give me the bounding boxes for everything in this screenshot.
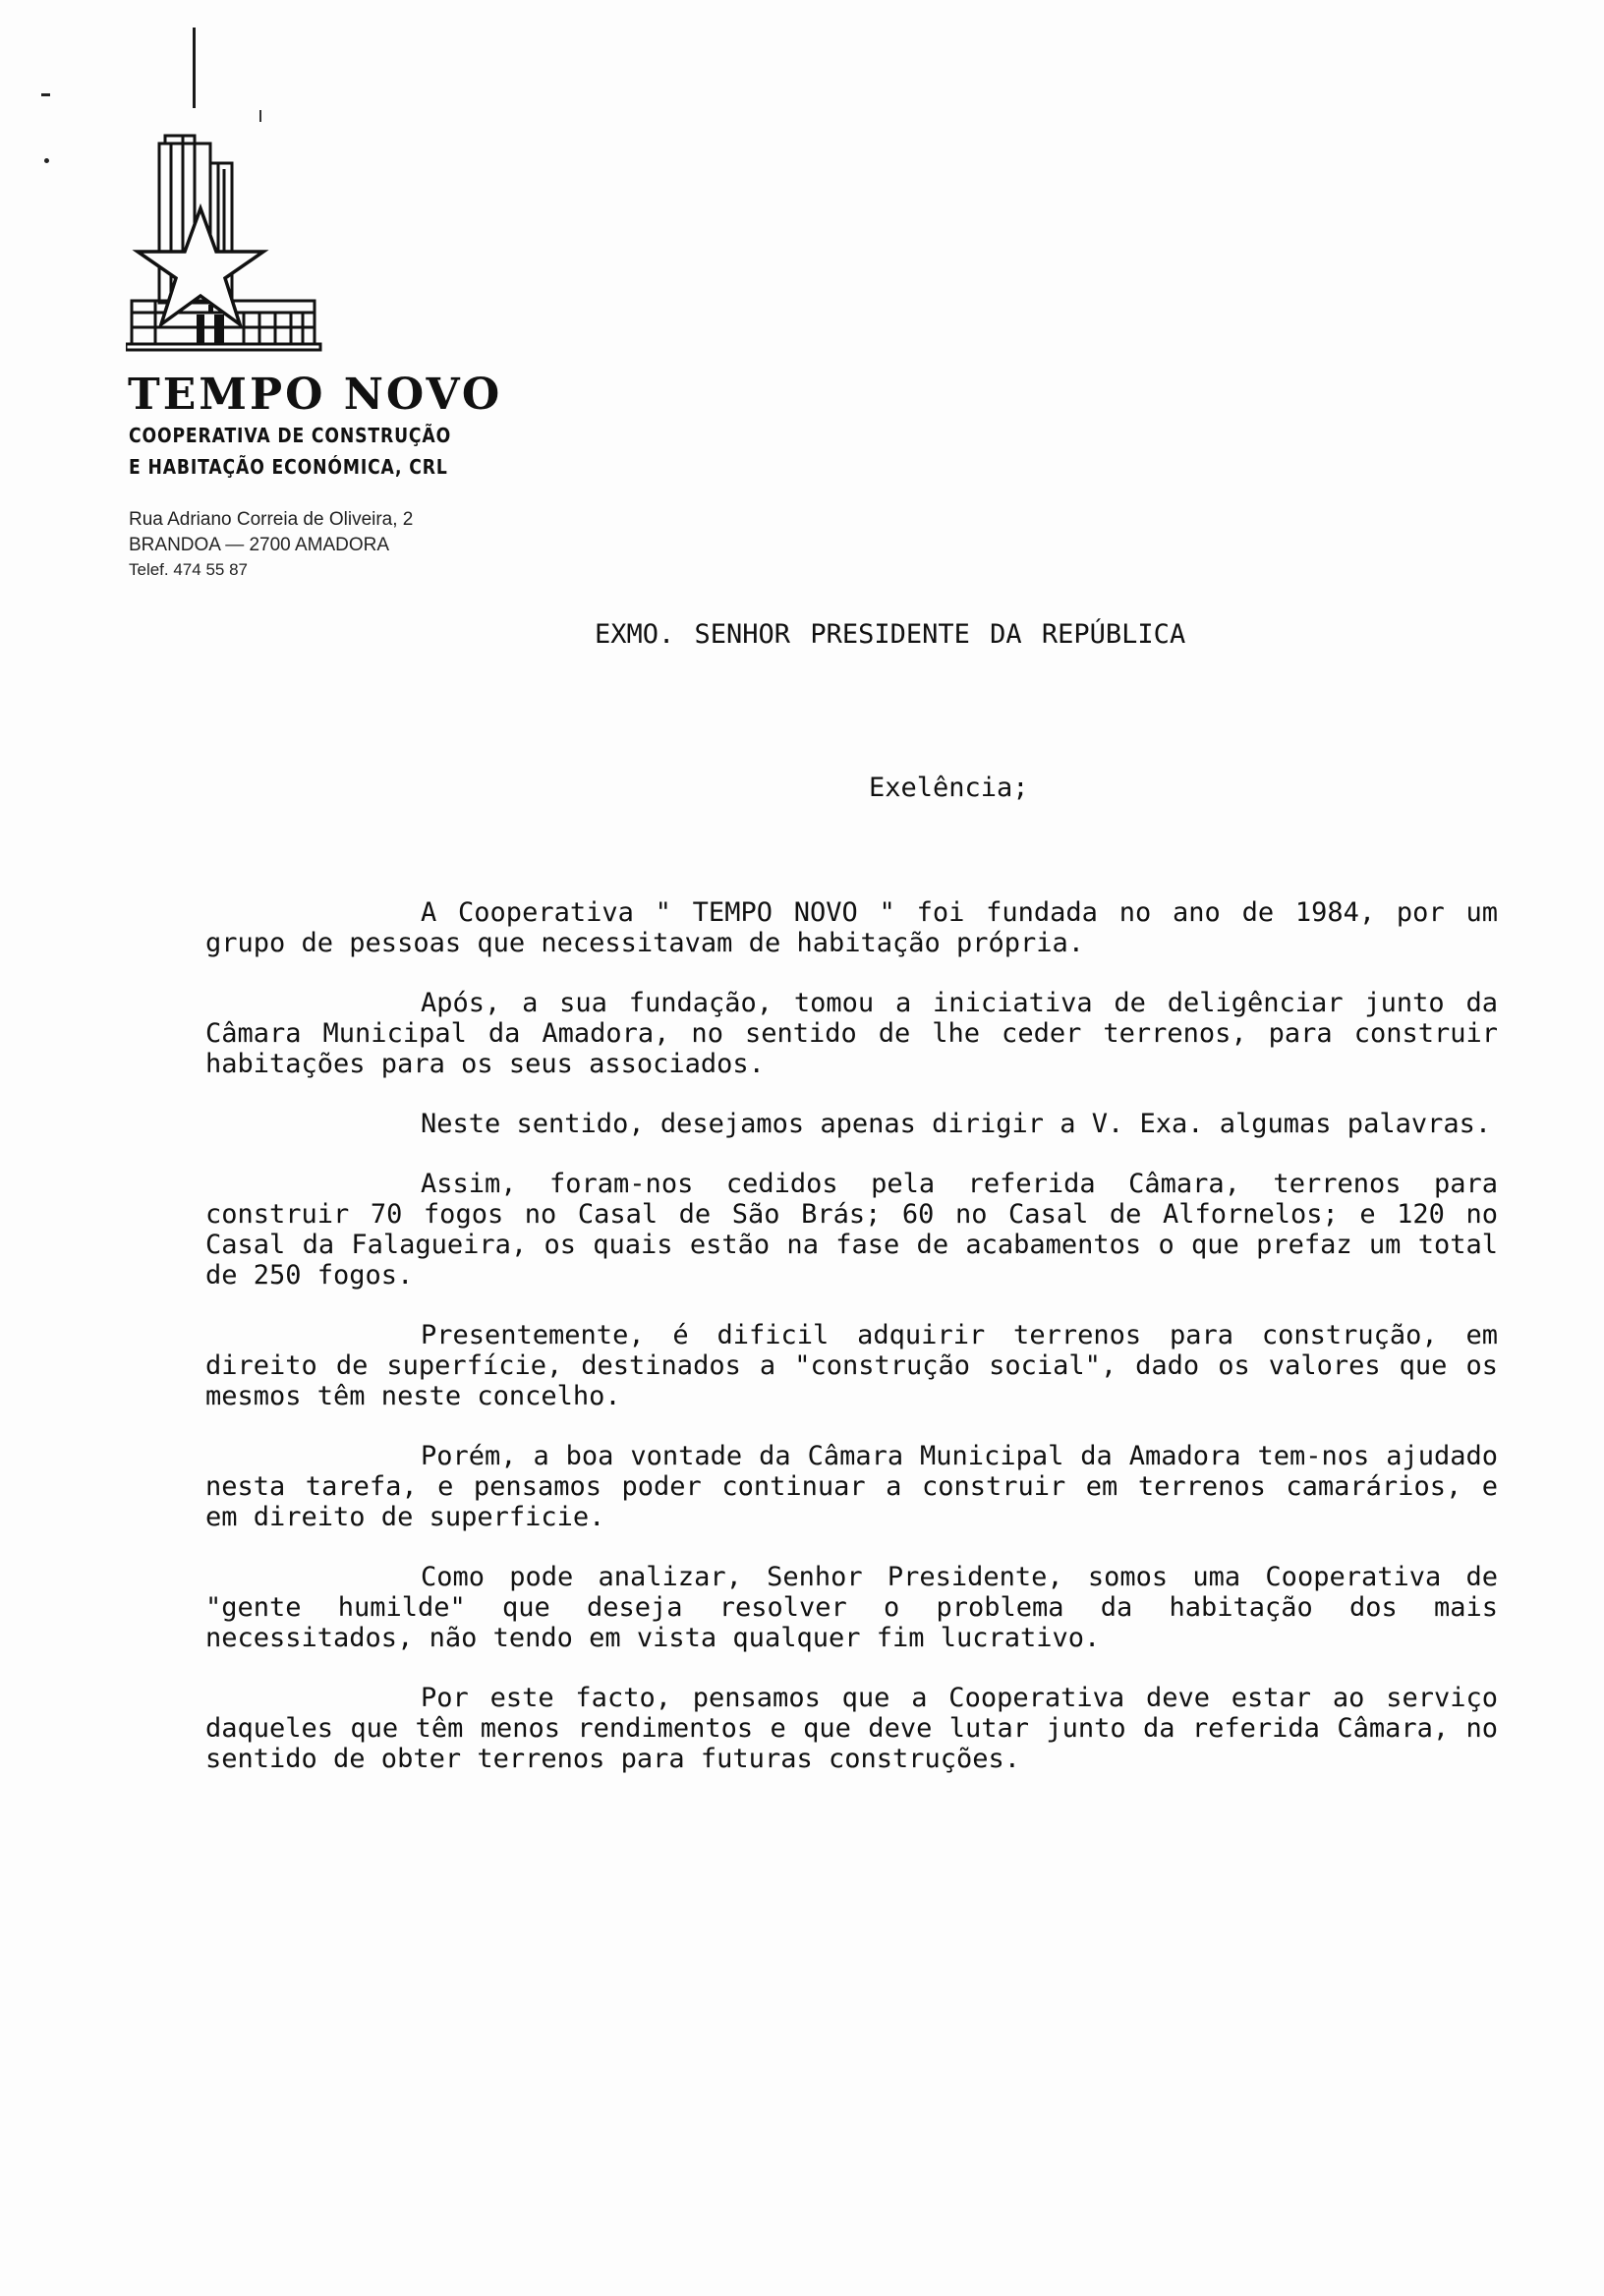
paragraph: Neste sentido, desejamos apenas dirigir a V. Exa. algumas palavras. [421,1109,1492,1139]
scan-mark-tick [259,110,261,122]
letter-body [205,897,1498,1804]
address-city: BRANDOA — 2700 AMADORA [129,535,390,555]
address-street: Rua Adriano Correia de Oliveira, 2 [129,509,414,530]
paragraph: A Cooperativa " TEMPO NOVO " foi fundada no ano de 1984, por um grupo de pessoas que necessitavam de habitação própria. [205,897,1498,958]
organization-subtitle-line1: COOPERATIVA DE CONSTRUÇÃO [129,424,452,447]
building-star-logo-icon [126,126,322,362]
scan-mark-line [193,28,196,108]
paragraph: Por este facto, pensamos que a Cooperativa deve estar ao serviço daqueles que têm menos rendimentos e que deve lutar junto da referida Câmara, no sentido de obter terrenos para futuras construções. [205,1683,1498,1774]
scan-mark-dash [41,93,50,96]
organization-name: TEMPO NOVO [128,370,503,420]
addressee: EXMO. SENHOR PRESIDENTE DA REPÚBLICA [595,619,1186,650]
paragraph: Após, a sua fundação, tomou a iniciativa de deligênciar junto da Câmara Municipal da Amadora, no sentido de lhe ceder terrenos, para construir habitações para os seus associados. [205,988,1498,1079]
paragraph: Como pode analizar, Senhor Presidente, somos uma Cooperativa de "gente humilde" que deseja resolver o problema da habitação dos mais necessitados, não tendo em vista qualquer fim lucrativo. [205,1562,1498,1653]
organization-subtitle-line2: E HABITAÇÃO ECONÓMICA, CRL [129,455,448,479]
salutation: Exelência; [869,773,1029,803]
paragraph: Assim, foram-nos cedidos pela referida Câmara, terrenos para construir 70 fogos no Casal de São Brás; 60 no Casal de Alfornelos; e 120 no Casal da Falagueira, os quais estão na fase de acabamentos o que prefaz um total de 250 fogos. [205,1169,1498,1291]
scan-mark-dot [44,158,49,163]
paragraph: Presentemente, é dificil adquirir terrenos para construção, em direito de superfície, destinados a "construção social", dado os valores que os mesmos têm neste concelho. [205,1320,1498,1411]
address-phone: Telef. 474 55 87 [129,560,248,579]
paragraph: Porém, a boa vontade da Câmara Municipal da Amadora tem-nos ajudado nesta tarefa, e pensamos poder continuar a construir em terrenos camarários, e em direito de superficie. [205,1441,1498,1532]
